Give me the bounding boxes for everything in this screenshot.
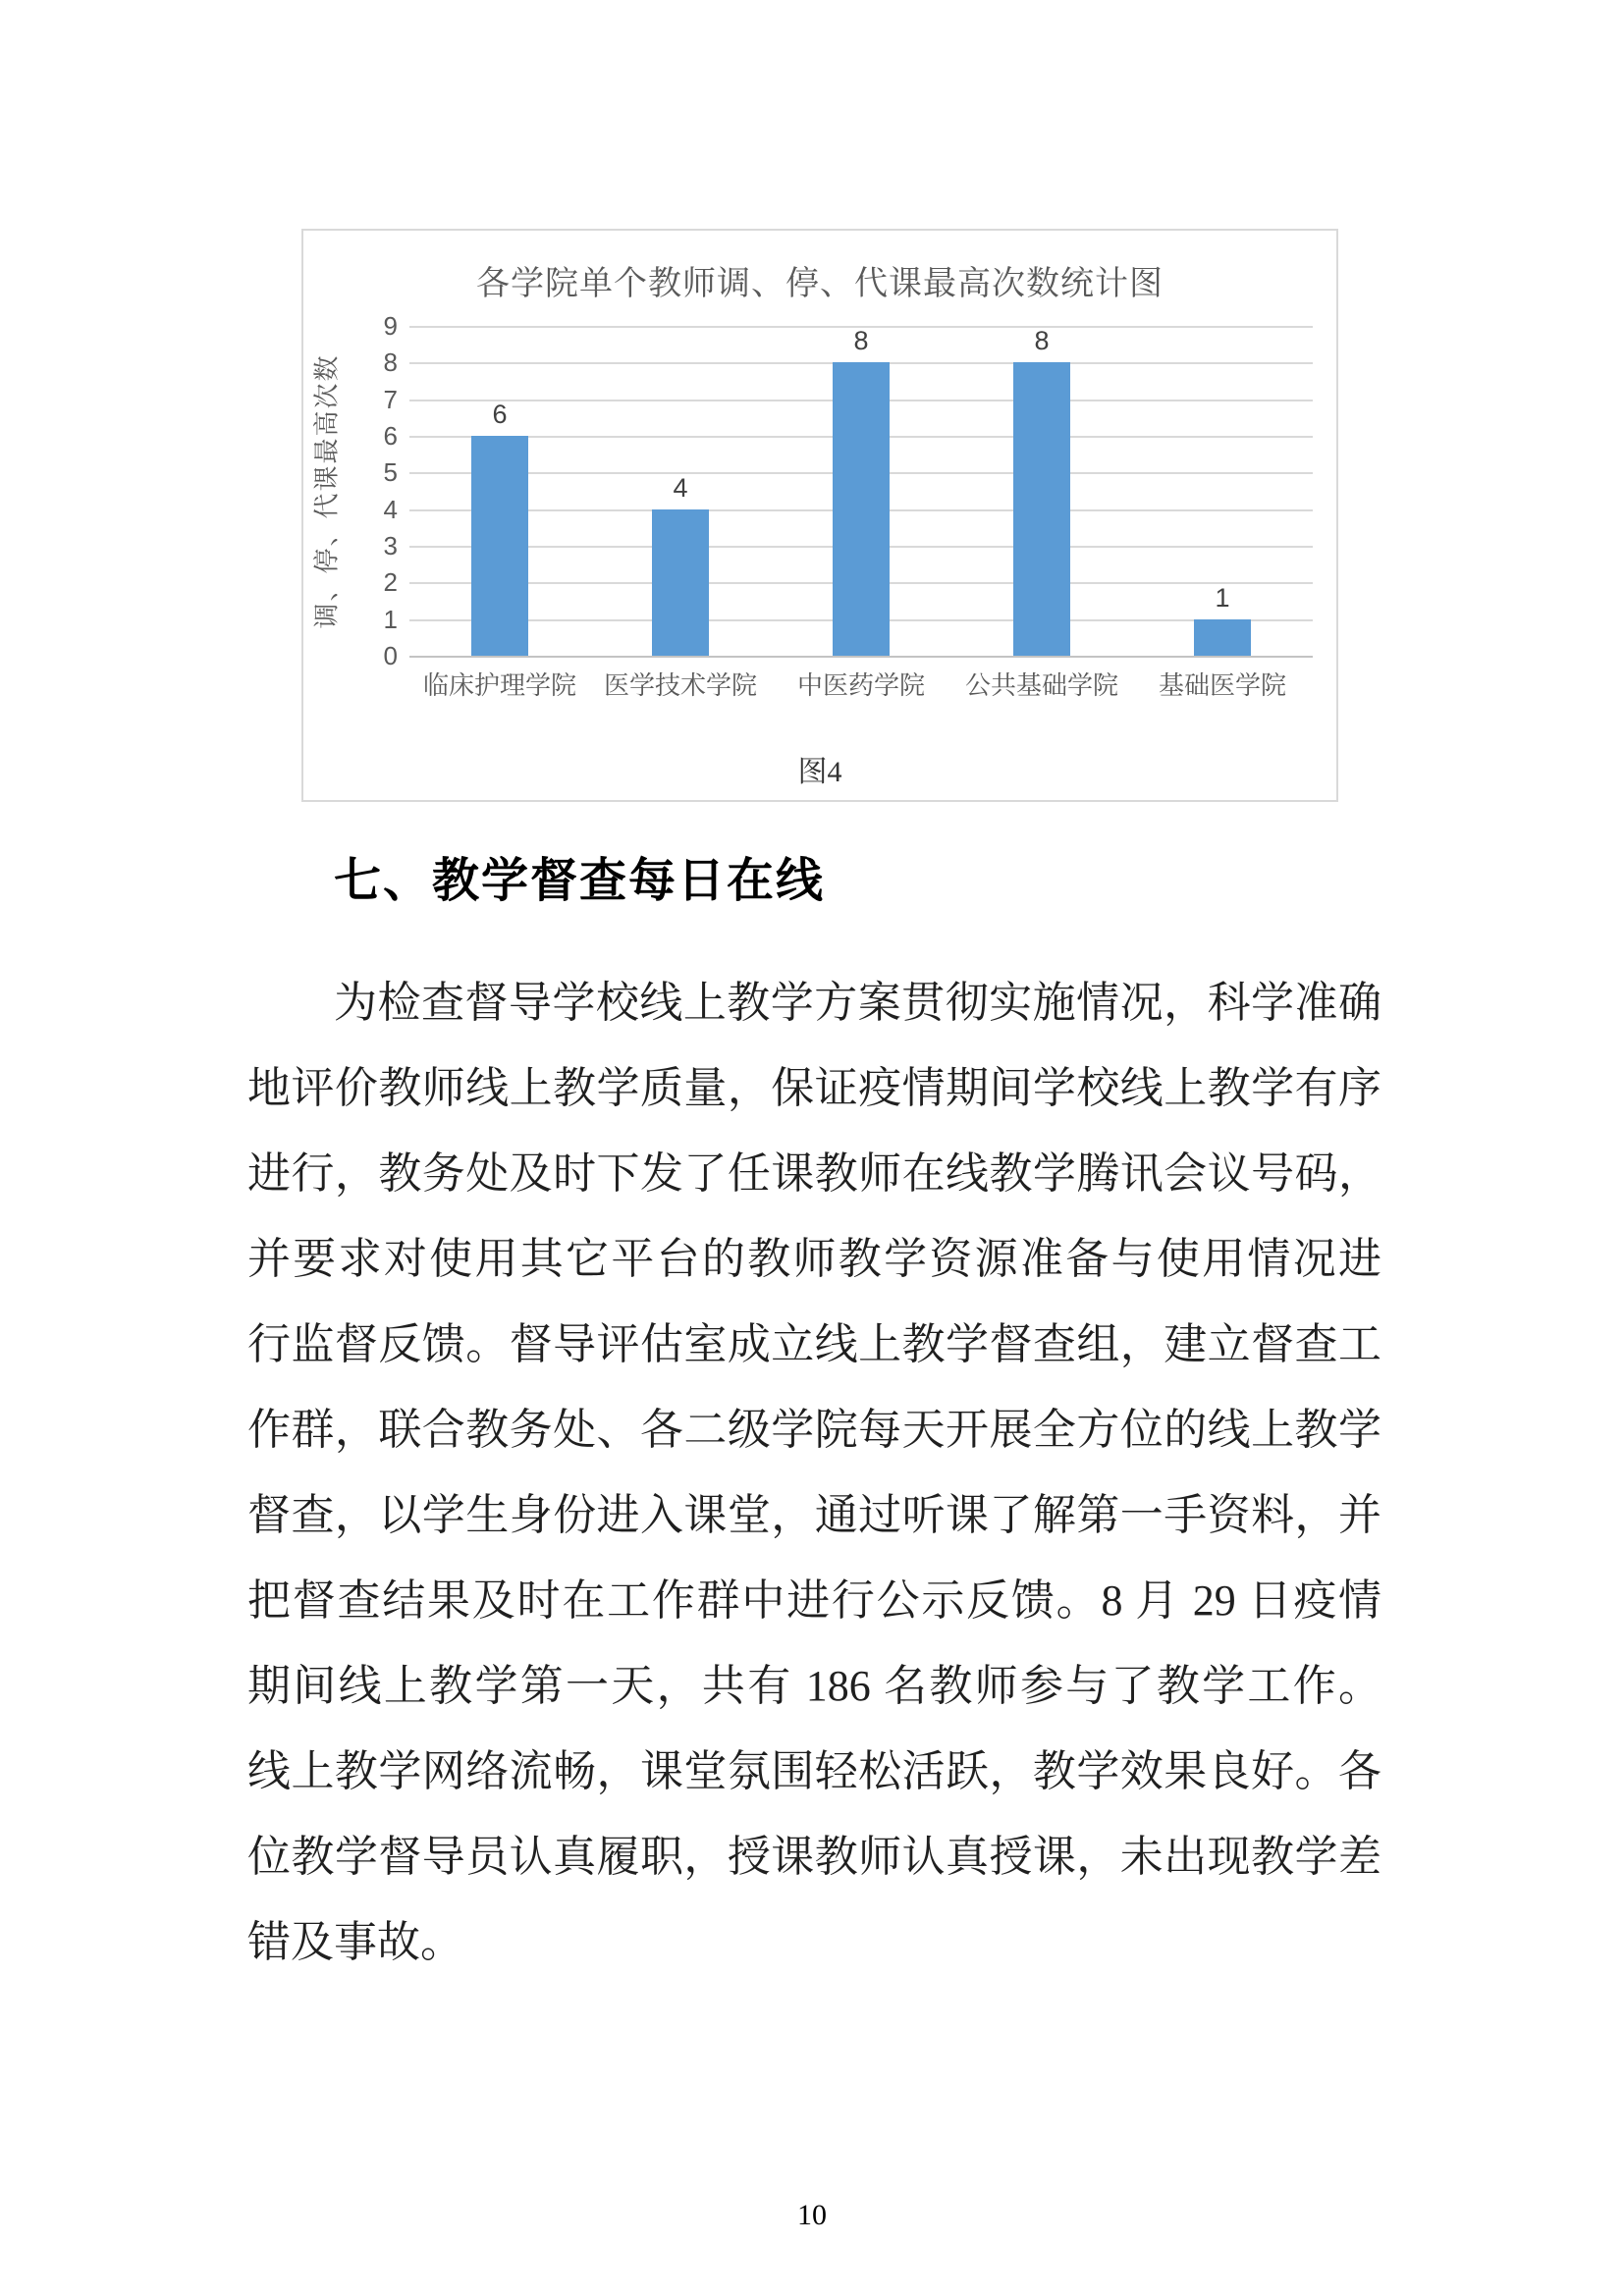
y-axis-tick-label: 1 [383, 604, 398, 634]
figure-caption: 图4 [797, 756, 842, 788]
x-axis-category-label: 基础医学院 [1158, 670, 1286, 700]
y-axis-tick-label: 6 [383, 421, 398, 451]
bar-value-label: 4 [673, 472, 688, 503]
bar-chart [301, 229, 1338, 802]
y-axis-tick-label: 3 [383, 531, 398, 561]
bar [471, 436, 528, 656]
bar-value-label: 8 [853, 326, 869, 356]
section-heading: 七、教学督查每日在线 [334, 855, 826, 907]
paragraph-line: 进行，教务处及时下发了任课教师在线教学腾讯会议号码， [247, 1149, 1381, 1198]
y-axis-tick-label: 4 [383, 494, 398, 524]
paragraph-line: 期间线上教学第一天，共有 186 名教师参与了教学工作。 [247, 1662, 1381, 1710]
bar [652, 509, 709, 656]
bar-group [1132, 326, 1313, 656]
bar [1013, 362, 1070, 656]
y-axis-tick-label: 2 [383, 567, 398, 598]
bar-group [409, 326, 590, 656]
paragraph-line: 线上教学网络流畅，课堂氛围轻松活跃，教学效果良好。各 [247, 1747, 1381, 1795]
y-axis-tick-label: 5 [383, 457, 398, 488]
y-axis-tick-label: 7 [383, 384, 398, 414]
bar-value-label: 6 [492, 400, 508, 429]
bar-group [951, 326, 1132, 656]
paragraph-line: 行监督反馈。督导评估室成立线上教学督查组，建立督查工 [247, 1320, 1381, 1368]
page-number: 10 [797, 2199, 827, 2231]
x-axis-category-label: 临床护理学院 [422, 670, 576, 700]
paragraph-line: 为检查督导学校线上教学方案贯彻实施情况，科学准确 [334, 979, 1381, 1027]
x-axis-line [409, 656, 1313, 658]
chart-title: 各学院单个教师调、停、代课最高次数统计图 [476, 265, 1164, 302]
body-paragraph [247, 960, 1381, 1985]
x-axis-category-label: 中医药学院 [796, 670, 925, 700]
bar-value-label: 8 [1034, 326, 1050, 356]
paragraph-line: 督查，以学生身份进入课堂，通过听课了解第一手资料，并 [247, 1491, 1381, 1539]
paragraph-line: 把督查结果及时在工作群中进行公示反馈。8 月 29 日疫情 [247, 1576, 1381, 1625]
paragraph-line: 位教学督导员认真履职，授课教师认真授课，未出现教学差 [247, 1833, 1381, 1881]
x-axis-category-label: 公共基础学院 [964, 670, 1118, 700]
paragraph-line: 错及事故。 [247, 1918, 463, 1966]
paragraph-line: 作群，联合教务处、各二级学院每天开展全方位的线上教学 [247, 1406, 1381, 1454]
plot-area [409, 326, 1313, 656]
bar-value-label: 1 [1215, 582, 1230, 613]
plot-bars [409, 326, 1313, 656]
x-axis-labels [409, 666, 1313, 702]
bar [1194, 619, 1251, 656]
y-axis-title-box [305, 326, 345, 656]
bar [833, 362, 890, 656]
bar-group [771, 326, 951, 656]
x-axis-category-label: 医学技术学院 [603, 670, 757, 700]
paragraph-line: 地评价教师线上教学质量，保证疫情期间学校线上教学有序 [247, 1064, 1381, 1112]
y-axis-tick-label: 0 [383, 641, 398, 670]
paragraph-line: 并要求对使用其它平台的教师教学资源准备与使用情况进 [247, 1235, 1381, 1283]
bar-group [590, 326, 771, 656]
y-axis-tick-label: 8 [383, 347, 398, 378]
y-axis-tick-label: 9 [383, 311, 398, 341]
y-axis-title: 调、停、代课最高次数 [311, 352, 342, 629]
